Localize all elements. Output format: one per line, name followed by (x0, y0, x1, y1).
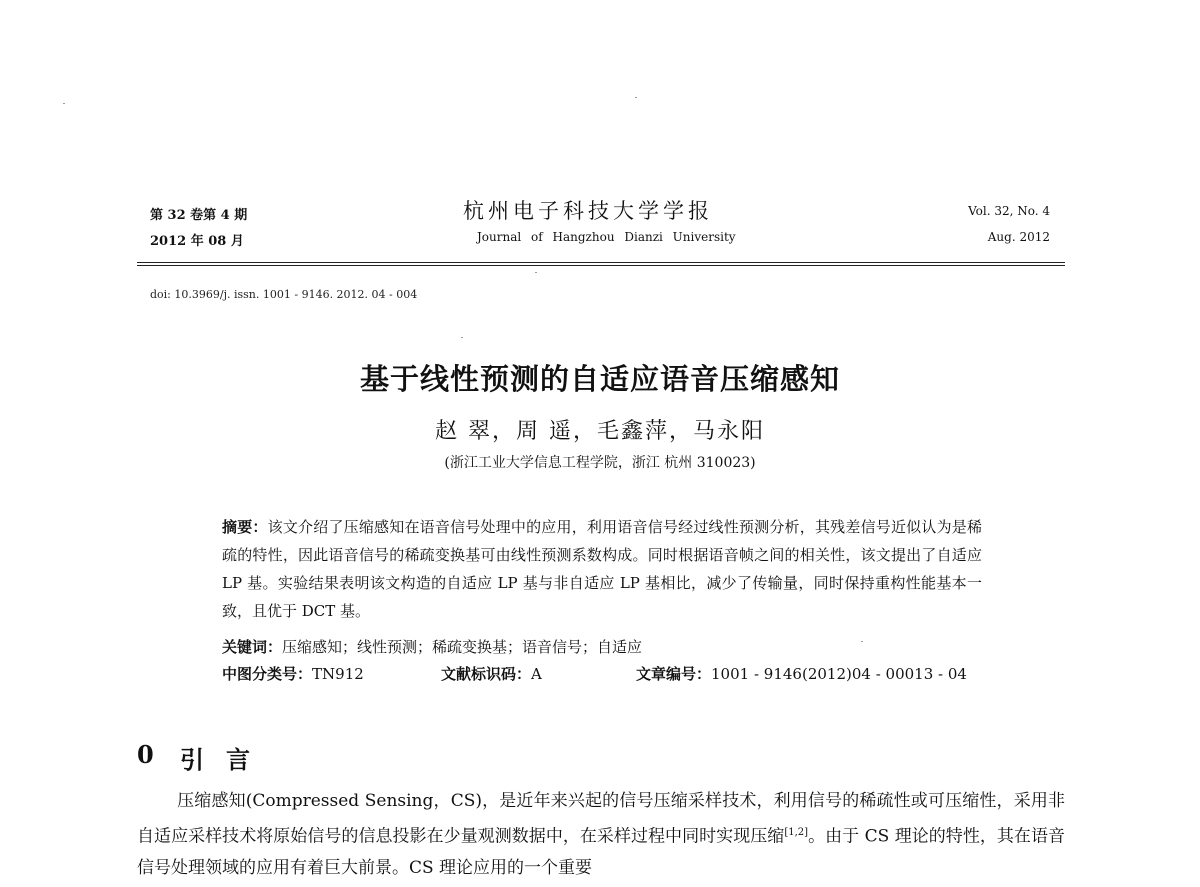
header-date-cn: 2012 年 08 月 (150, 234, 244, 249)
article-number (636, 663, 967, 684)
authors: 赵 翠，周 遥，毛鑫萍，马永阳 (435, 419, 765, 444)
body-text-part2: 。由于 CS 理论的特性，其在语音信号处理领域的应用有着巨大前景。CS 理论应用的一个重要 (137, 826, 1066, 878)
journal-title-cn: 杭州电子科技大学学报 (463, 199, 713, 223)
document-code-label: 文献标识码： (441, 665, 532, 683)
section-number: 0 (137, 740, 154, 769)
classification-number (222, 663, 364, 684)
header-rule (137, 262, 1065, 263)
header-volume-en: Vol. 32, No. 4 (968, 204, 1050, 218)
classification-value: TN912 (312, 665, 364, 683)
scan-speck (535, 272, 537, 273)
keywords-label: 关键词： (222, 638, 283, 656)
classification-label: 中图分类号： (222, 665, 313, 683)
affiliation: (浙江工业大学信息工程学院，浙江 杭州 310023) (444, 455, 756, 471)
scan-speck (461, 337, 463, 338)
journal-title-en: Journal of Hangzhou Dianzi University (477, 230, 736, 244)
scan-speck (635, 97, 637, 98)
scan-speck (861, 641, 863, 642)
paper-title: 基于线性预测的自适应语音压缩感知 (359, 362, 840, 396)
document-code (441, 663, 542, 684)
abstract-label: 摘要： (222, 518, 268, 536)
body-text-part1: 压缩感知(Compressed Sensing，CS)，是近年来兴起的信号压缩采样技术，利用信号的稀疏性或可压缩性，采用非自适应采样技术将原始信号的信息投影在少量观测数据中，在采样过程中同时实现压缩 (137, 791, 1065, 847)
header-rule-thin (137, 265, 1065, 266)
article-number-value: 1001 - 9146(2012)04 - 00013 - 04 (711, 665, 967, 683)
header-date-en: Aug. 2012 (987, 230, 1050, 244)
scan-speck (63, 103, 65, 104)
citation-ref: [1,2] (784, 827, 809, 838)
article-number-label: 文章编号： (636, 665, 712, 683)
header-volume-cn: 第 32 卷第 4 期 (150, 208, 248, 223)
keywords-text: 压缩感知；线性预测；稀疏变换基；语音信号；自适应 (282, 638, 643, 656)
doi: doi: 10.3969/j. issn. 1001 - 9146. 2012. 04 - 004 (150, 288, 418, 301)
abstract (222, 513, 982, 625)
section-title: 引言 (180, 745, 272, 774)
document-code-value: A (531, 665, 542, 683)
abstract-text: 该文介绍了压缩感知在语音信号处理中的应用，利用语音信号经过线性预测分析，其残差信号近似认为是稀疏的特性，因此语音信号的稀疏变换基可由线性预测系数构成。同时根据语音帧之间的相关性，该文提出了自适应 LP 基。实验结果表明该文构造的自适应 LP 基与非自适应 LP 基相比，减少了传输量，同时保持重构性能基本一致，且优于 DCT 基。 (222, 518, 982, 620)
keywords (222, 636, 642, 657)
body-paragraph (137, 786, 1065, 884)
